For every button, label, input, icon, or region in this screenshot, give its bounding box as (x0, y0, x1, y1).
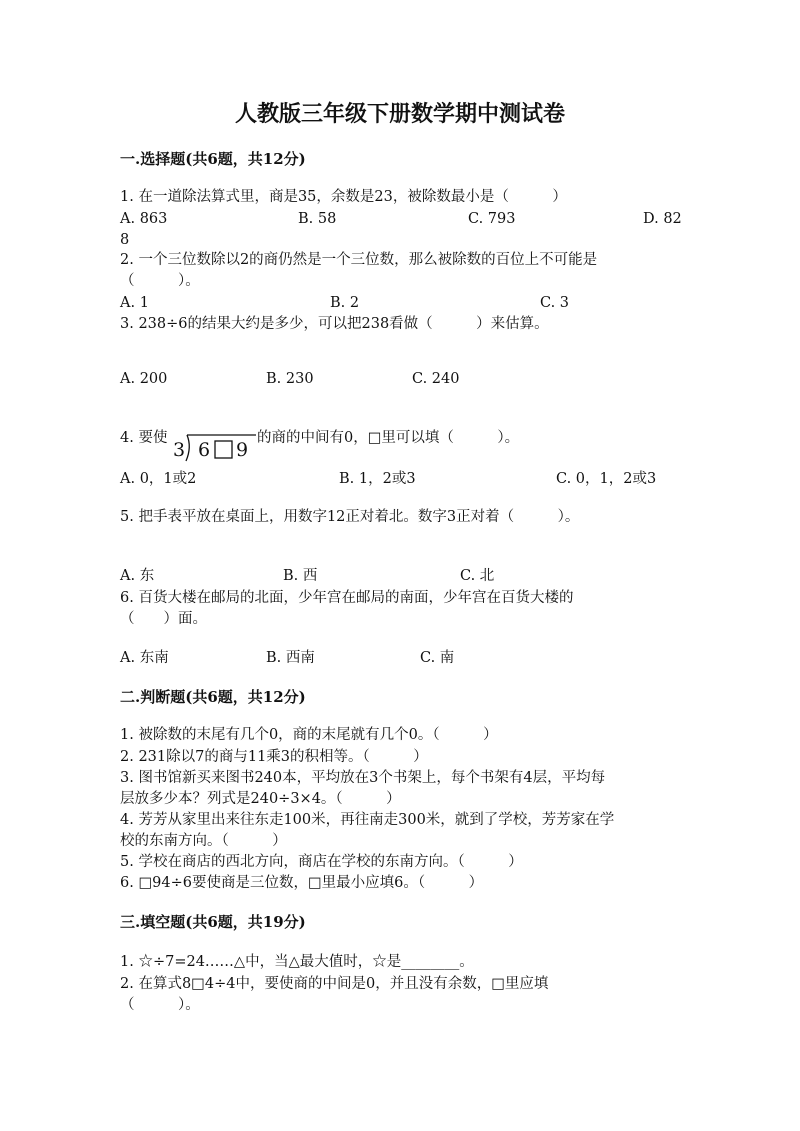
judge-question-4-line-2: 校的东南方向。（ ） (120, 833, 287, 849)
q1-option-c: C. 793 (468, 211, 516, 227)
judge-question-5: 5. 学校在商店的西北方向，商店在学校的东南方向。（ ） (120, 854, 523, 870)
q6-option-c: C. 南 (420, 650, 455, 666)
question-4-stem-post: 的商的中间有0，□里可以填（ ）。 (257, 430, 520, 446)
q4-option-a: A. 0，1或2 (120, 471, 197, 487)
fill-question-2-line-1: 2. 在算式8□4÷4中，要使商的中间是0，并且没有余数，□里应填 (120, 976, 549, 992)
q1-option-d-wrap: 8 (120, 232, 130, 248)
question-2-stem: 2. 一个三位数除以2的商仍然是一个三位数，那么被除数的百位上不可能是 (120, 252, 598, 268)
judge-question-3-line-2: 层放多少本？列式是240÷3×4。（ ） (120, 791, 401, 807)
question-2-stem-cont: （ ）。 (120, 273, 200, 289)
section-heading-choice: 一.选择题(共6题，共12分) (120, 150, 306, 168)
question-4-stem-pre: 4. 要使 (120, 430, 168, 446)
divisor: 3 (173, 439, 186, 461)
judge-question-3-line-1: 3. 图书馆新买来图书240本，平均放在3个书架上，每个书架有4层，平均每 (120, 770, 606, 786)
q4-option-c: C. 0，1，2或3 (556, 471, 657, 487)
q5-option-c: C. 北 (460, 568, 495, 584)
question-6-stem: 6. 百货大楼在邮局的北面，少年宫在邮局的南面，少年宫在百货大楼的 (120, 590, 574, 606)
q1-option-b: B. 58 (298, 211, 337, 227)
q3-option-b: B. 230 (266, 371, 314, 387)
long-division-figure (172, 433, 258, 463)
q2-option-c: C. 3 (540, 295, 570, 311)
q3-option-c: C. 240 (412, 371, 460, 387)
q1-option-d: D. 82 (643, 211, 682, 227)
judge-question-2: 2. 231除以7的商与11乘3的积相等。（ ） (120, 749, 428, 765)
judge-question-6: 6. □94÷6要使商是三位数，□里最小应填6。（ ） (120, 875, 484, 891)
question-3-stem: 3. 238÷6的结果大约是多少，可以把238看做（ ）来估算。 (120, 316, 549, 332)
question-6-stem-cont: （ ）面。 (120, 611, 207, 627)
q5-option-b: B. 西 (283, 568, 318, 584)
page-title: 人教版三年级下册数学期中测试卷 (234, 101, 565, 127)
question-1-stem: 1. 在一道除法算式里，商是35，余数是23，被除数最小是（ ） (120, 189, 567, 205)
fill-question-1: 1. ☆÷7=24……△中，当△最大值时，☆是________。 (120, 954, 474, 970)
q3-option-a: A. 200 (120, 371, 168, 387)
section-heading-fill: 三.填空题(共6题，共19分) (120, 913, 306, 931)
judge-question-1: 1. 被除数的末尾有几个0，商的末尾就有几个0。（ ） (120, 727, 498, 743)
fill-question-2-line-2: （ ）。 (120, 997, 200, 1013)
dividend-digit-1: 6 (198, 439, 211, 461)
judge-question-4-line-1: 4. 芳芳从家里出来往东走100米，再往南走300米，就到了学校，芳芳家在学 (120, 812, 615, 828)
q2-option-a: A. 1 (120, 295, 149, 311)
q6-option-a: A. 东南 (120, 650, 169, 666)
q5-option-a: A. 东 (120, 568, 155, 584)
q4-option-b: B. 1，2或3 (339, 471, 416, 487)
section-heading-judge: 二.判断题(共6题，共12分) (120, 688, 306, 706)
q1-option-a: A. 863 (120, 211, 168, 227)
q6-option-b: B. 西南 (266, 650, 315, 666)
blank-box (215, 441, 232, 458)
q2-option-b: B. 2 (330, 295, 360, 311)
question-5-stem: 5. 把手表平放在桌面上，用数字12正对着北。数字3正对着（ ）。 (120, 509, 580, 525)
dividend-digit-3: 9 (236, 439, 249, 461)
